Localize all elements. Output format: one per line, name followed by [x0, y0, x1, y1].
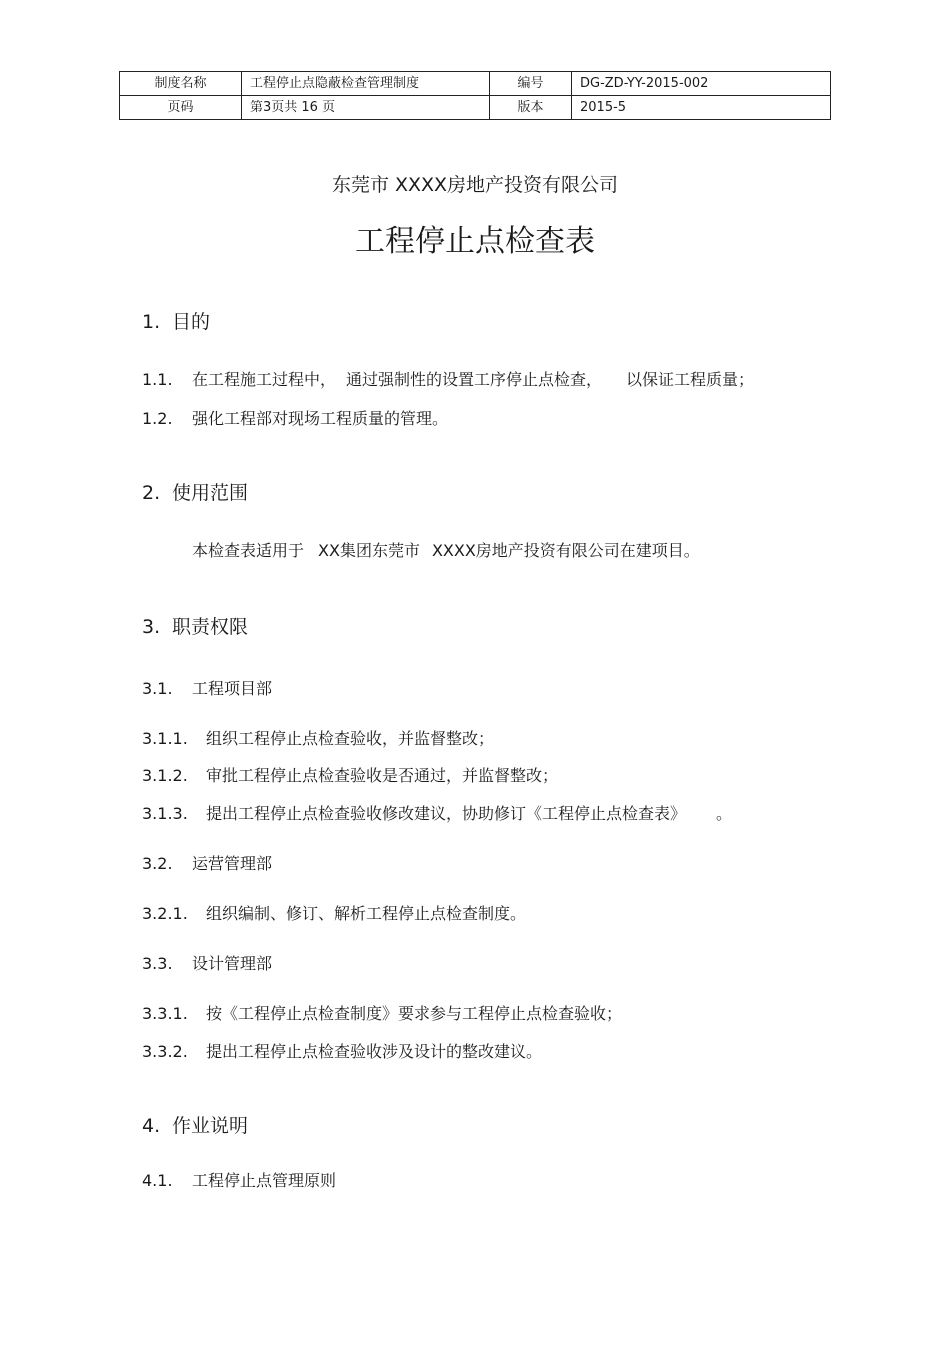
section-title: 目的 — [172, 311, 211, 333]
company-name: 东莞市 XXXX房地产投资有限公司 — [331, 174, 619, 196]
item-number: 4.1. — [142, 1171, 173, 1190]
item-3-3-1 — [142, 1001, 622, 1024]
item-text: 提出工程停止点检查验收修改建议，协助修订《工程停止点检查表》 — [206, 804, 687, 823]
header-row-2 — [120, 96, 831, 120]
item-text: 工程停止点管理原则 — [192, 1171, 337, 1190]
document-title: 工程停止点检查表 — [355, 224, 595, 259]
section-title: 职责权限 — [172, 616, 249, 638]
item-3-1-1 — [142, 726, 494, 749]
header-row-1 — [120, 72, 831, 96]
item-3-2 — [142, 851, 272, 874]
item-number: 1.1. — [142, 370, 173, 389]
item-number: 3.1.1. — [142, 729, 188, 748]
item-3-2-1 — [142, 901, 526, 924]
item-number: 1.2. — [142, 409, 173, 428]
item-text: 组织编制、修订、解析工程停止点检查制度。 — [206, 904, 527, 923]
section-number: 4. — [142, 1115, 161, 1137]
section-1-heading — [142, 307, 210, 334]
header-code-label: 编号 — [490, 72, 572, 96]
item-text: 提出工程停止点检查验收涉及设计的整改建议。 — [206, 1042, 543, 1061]
header-version-value: 2015-5 — [572, 96, 831, 120]
item-3-1-3 — [142, 801, 732, 824]
item-1-1 — [142, 367, 754, 390]
section-2-heading — [142, 478, 248, 505]
item-text: 设计管理部 — [192, 954, 273, 973]
item-text: 组织工程停止点检查验收，并监督整改； — [206, 729, 495, 748]
item-text: 审批工程停止点检查验收是否通过，并监督整改； — [206, 766, 559, 785]
section-number: 3. — [142, 616, 161, 638]
header-code-value: DG-ZD-YY-2015-002 — [572, 72, 831, 96]
item-number: 3.2.1. — [142, 904, 188, 923]
item-text: 运营管理部 — [192, 854, 273, 873]
scope-text-part-1: 本检查表适用于 — [192, 541, 305, 560]
item-text-part-1: 在工程施工过程中， — [192, 370, 337, 389]
item-text: 按《工程停止点检查制度》要求参与工程停止点检查验收； — [206, 1004, 623, 1023]
header-page-label: 页码 — [120, 96, 242, 120]
item-number: 3.1. — [142, 679, 173, 698]
item-3-1 — [142, 676, 272, 699]
section-3-heading — [142, 612, 248, 639]
item-text-end: 。 — [716, 804, 733, 823]
item-3-3-2 — [142, 1039, 542, 1062]
item-number: 3.3.2. — [142, 1042, 188, 1061]
section-number: 1. — [142, 311, 161, 333]
item-number: 3.3.1. — [142, 1004, 188, 1023]
item-number: 3.3. — [142, 954, 173, 973]
document-header-table — [119, 71, 831, 120]
header-page-value: 第3页共 16 页 — [242, 96, 490, 120]
item-1-2 — [142, 406, 448, 429]
item-number: 3.2. — [142, 854, 173, 873]
header-name-value: 工程停止点隐蔽检查管理制度 — [242, 72, 490, 96]
section-4-heading — [142, 1111, 248, 1138]
header-version-label: 版本 — [490, 96, 572, 120]
item-number: 3.1.2. — [142, 766, 188, 785]
scope-paragraph — [192, 538, 700, 561]
section-title: 使用范围 — [172, 482, 249, 504]
section-title: 作业说明 — [172, 1115, 249, 1137]
item-text: 强化工程部对现场工程质量的管理。 — [192, 409, 449, 428]
item-4-1 — [142, 1168, 336, 1191]
item-3-3 — [142, 951, 272, 974]
item-text: 工程项目部 — [192, 679, 273, 698]
section-number: 2. — [142, 482, 161, 504]
scope-text-part-3: XXXX房地产投资有限公司在建项目。 — [431, 541, 700, 560]
header-name-label: 制度名称 — [120, 72, 242, 96]
item-text-part-3: 以保证工程质量； — [626, 370, 755, 389]
scope-text-part-2: XX集团东莞市 — [318, 541, 420, 560]
item-number: 3.1.3. — [142, 804, 188, 823]
item-3-1-2 — [142, 763, 558, 786]
item-text-part-2: 通过强制性的设置工序停止点检查， — [346, 370, 603, 389]
